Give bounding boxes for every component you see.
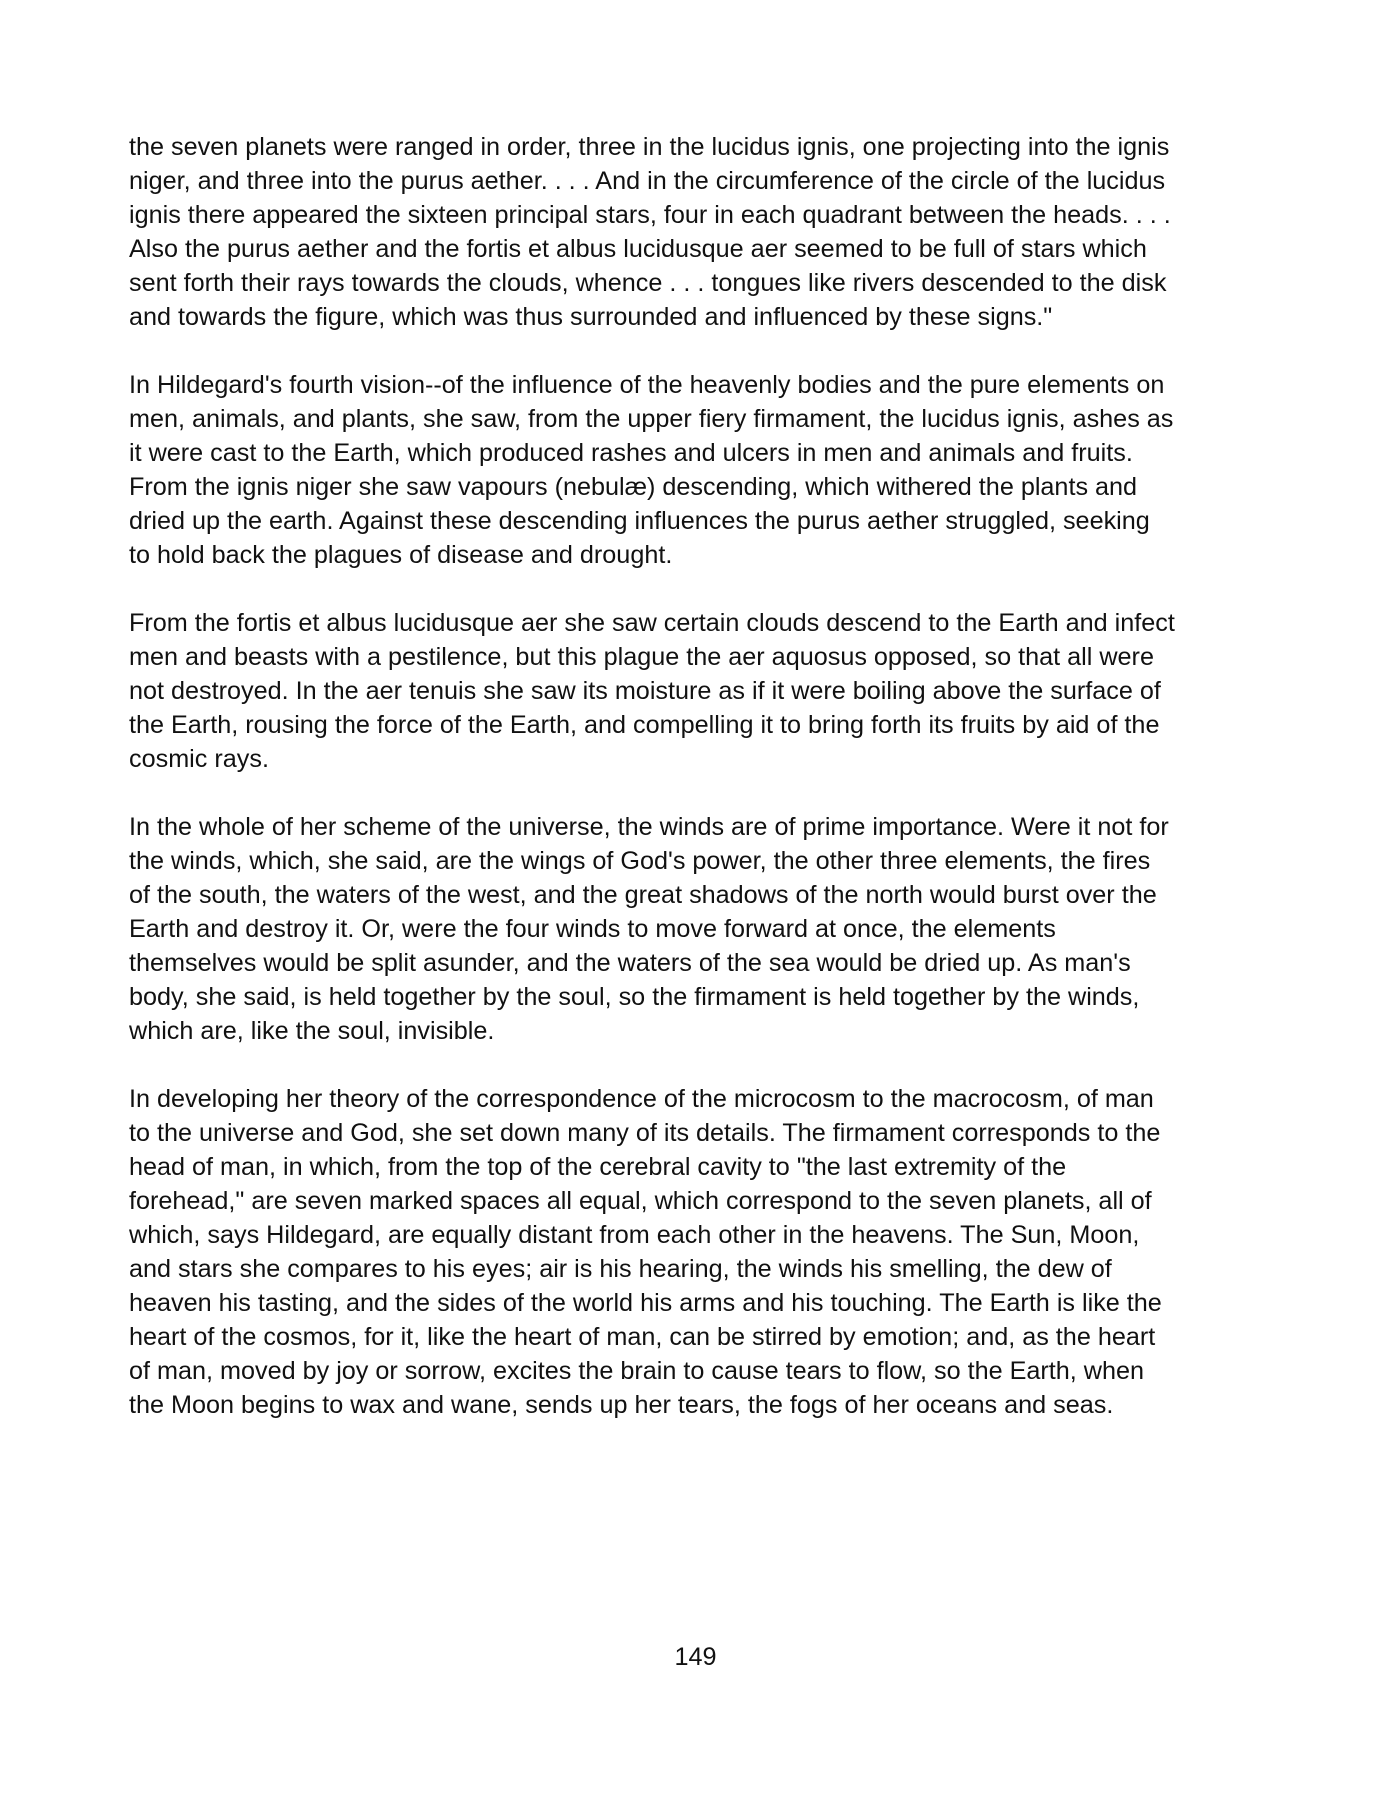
text-line: the winds, which, she said, are the wings of God's power, the other three elements, the fires [129, 847, 1151, 875]
text-line: body, she said, is held together by the soul, so the firmament is held together by the winds, [129, 983, 1140, 1011]
text-line: of the south, the waters of the west, and the great shadows of the north would burst over the [129, 881, 1157, 909]
text-line: which, says Hildegard, are equally distant from each other in the heavens. The Sun, Moon, [129, 1221, 1140, 1249]
paragraph-2 [129, 368, 1269, 572]
text-line: the seven planets were ranged in order, three in the lucidus ignis, one projecting into the ignis [129, 133, 1170, 161]
text-line: niger, and three into the purus aether. . . . And in the circumference of the circle of the lucidus [129, 167, 1166, 195]
text-line: Earth and destroy it. Or, were the four winds to move forward at once, the elements [129, 915, 1056, 943]
text-line: which are, like the soul, invisible. [129, 1017, 495, 1045]
text-line: In the whole of her scheme of the universe, the winds are of prime importance. Were it not for [129, 813, 1169, 841]
text-line: ignis there appeared the sixteen principal stars, four in each quadrant between the heads. . . . [129, 201, 1171, 229]
paragraph-4 [129, 810, 1269, 1048]
text-line: heaven his tasting, and the sides of the world his arms and his touching. The Earth is like the [129, 1289, 1162, 1317]
paragraph-1 [129, 130, 1269, 334]
page-number: 149 [674, 1643, 717, 1671]
text-line: forehead," are seven marked spaces all equal, which correspond to the seven planets, all of [129, 1187, 1152, 1215]
text-line: the Moon begins to wax and wane, sends up her tears, the fogs of her oceans and seas. [129, 1391, 1114, 1419]
body-text [129, 130, 1269, 1456]
text-line: dried up the earth. Against these descending influences the purus aether struggled, seeking [129, 507, 1150, 535]
text-line: From the ignis niger she saw vapours (nebulæ) descending, which withered the plants and [129, 473, 1138, 501]
text-line: cosmic rays. [129, 745, 269, 773]
text-line: heart of the cosmos, for it, like the heart of man, can be stirred by emotion; and, as the heart [129, 1323, 1156, 1351]
text-line: head of man, in which, from the top of the cerebral cavity to "the last extremity of the [129, 1153, 1067, 1181]
text-line: not destroyed. In the aer tenuis she saw its moisture as if it were boiling above the surface of [129, 677, 1161, 705]
paragraph-5 [129, 1082, 1269, 1422]
text-line: In Hildegard's fourth vision--of the influence of the heavenly bodies and the pure elements on [129, 371, 1165, 399]
text-line: the Earth, rousing the force of the Earth, and compelling it to bring forth its fruits by aid of the [129, 711, 1160, 739]
text-line: From the fortis et albus lucidusque aer she saw certain clouds descend to the Earth and infect [129, 609, 1175, 637]
text-line: and stars she compares to his eyes; air is his hearing, the winds his smelling, the dew of [129, 1255, 1112, 1283]
text-line: men and beasts with a pestilence, but this plague the aer aquosus opposed, so that all were [129, 643, 1154, 671]
text-line: to the universe and God, she set down many of its details. The firmament corresponds to the [129, 1119, 1161, 1147]
text-line: men, animals, and plants, she saw, from the upper fiery firmament, the lucidus ignis, ashes as [129, 405, 1174, 433]
text-line: it were cast to the Earth, which produced rashes and ulcers in men and animals and fruits. [129, 439, 1133, 467]
text-line: In developing her theory of the correspondence of the microcosm to the macrocosm, of man [129, 1085, 1154, 1113]
text-line: to hold back the plagues of disease and drought. [129, 541, 673, 569]
paragraph-3 [129, 606, 1269, 776]
text-line: Also the purus aether and the fortis et albus lucidusque aer seemed to be full of stars which [129, 235, 1147, 263]
text-line: sent forth their rays towards the clouds, whence . . . tongues like rivers descended to the disk [129, 269, 1167, 297]
text-line: and towards the figure, which was thus surrounded and influenced by these signs." [129, 303, 1053, 331]
text-line: of man, moved by joy or sorrow, excites the brain to cause tears to flow, so the Earth, when [129, 1357, 1145, 1385]
text-line: themselves would be split asunder, and the waters of the sea would be dried up. As man's [129, 949, 1131, 977]
